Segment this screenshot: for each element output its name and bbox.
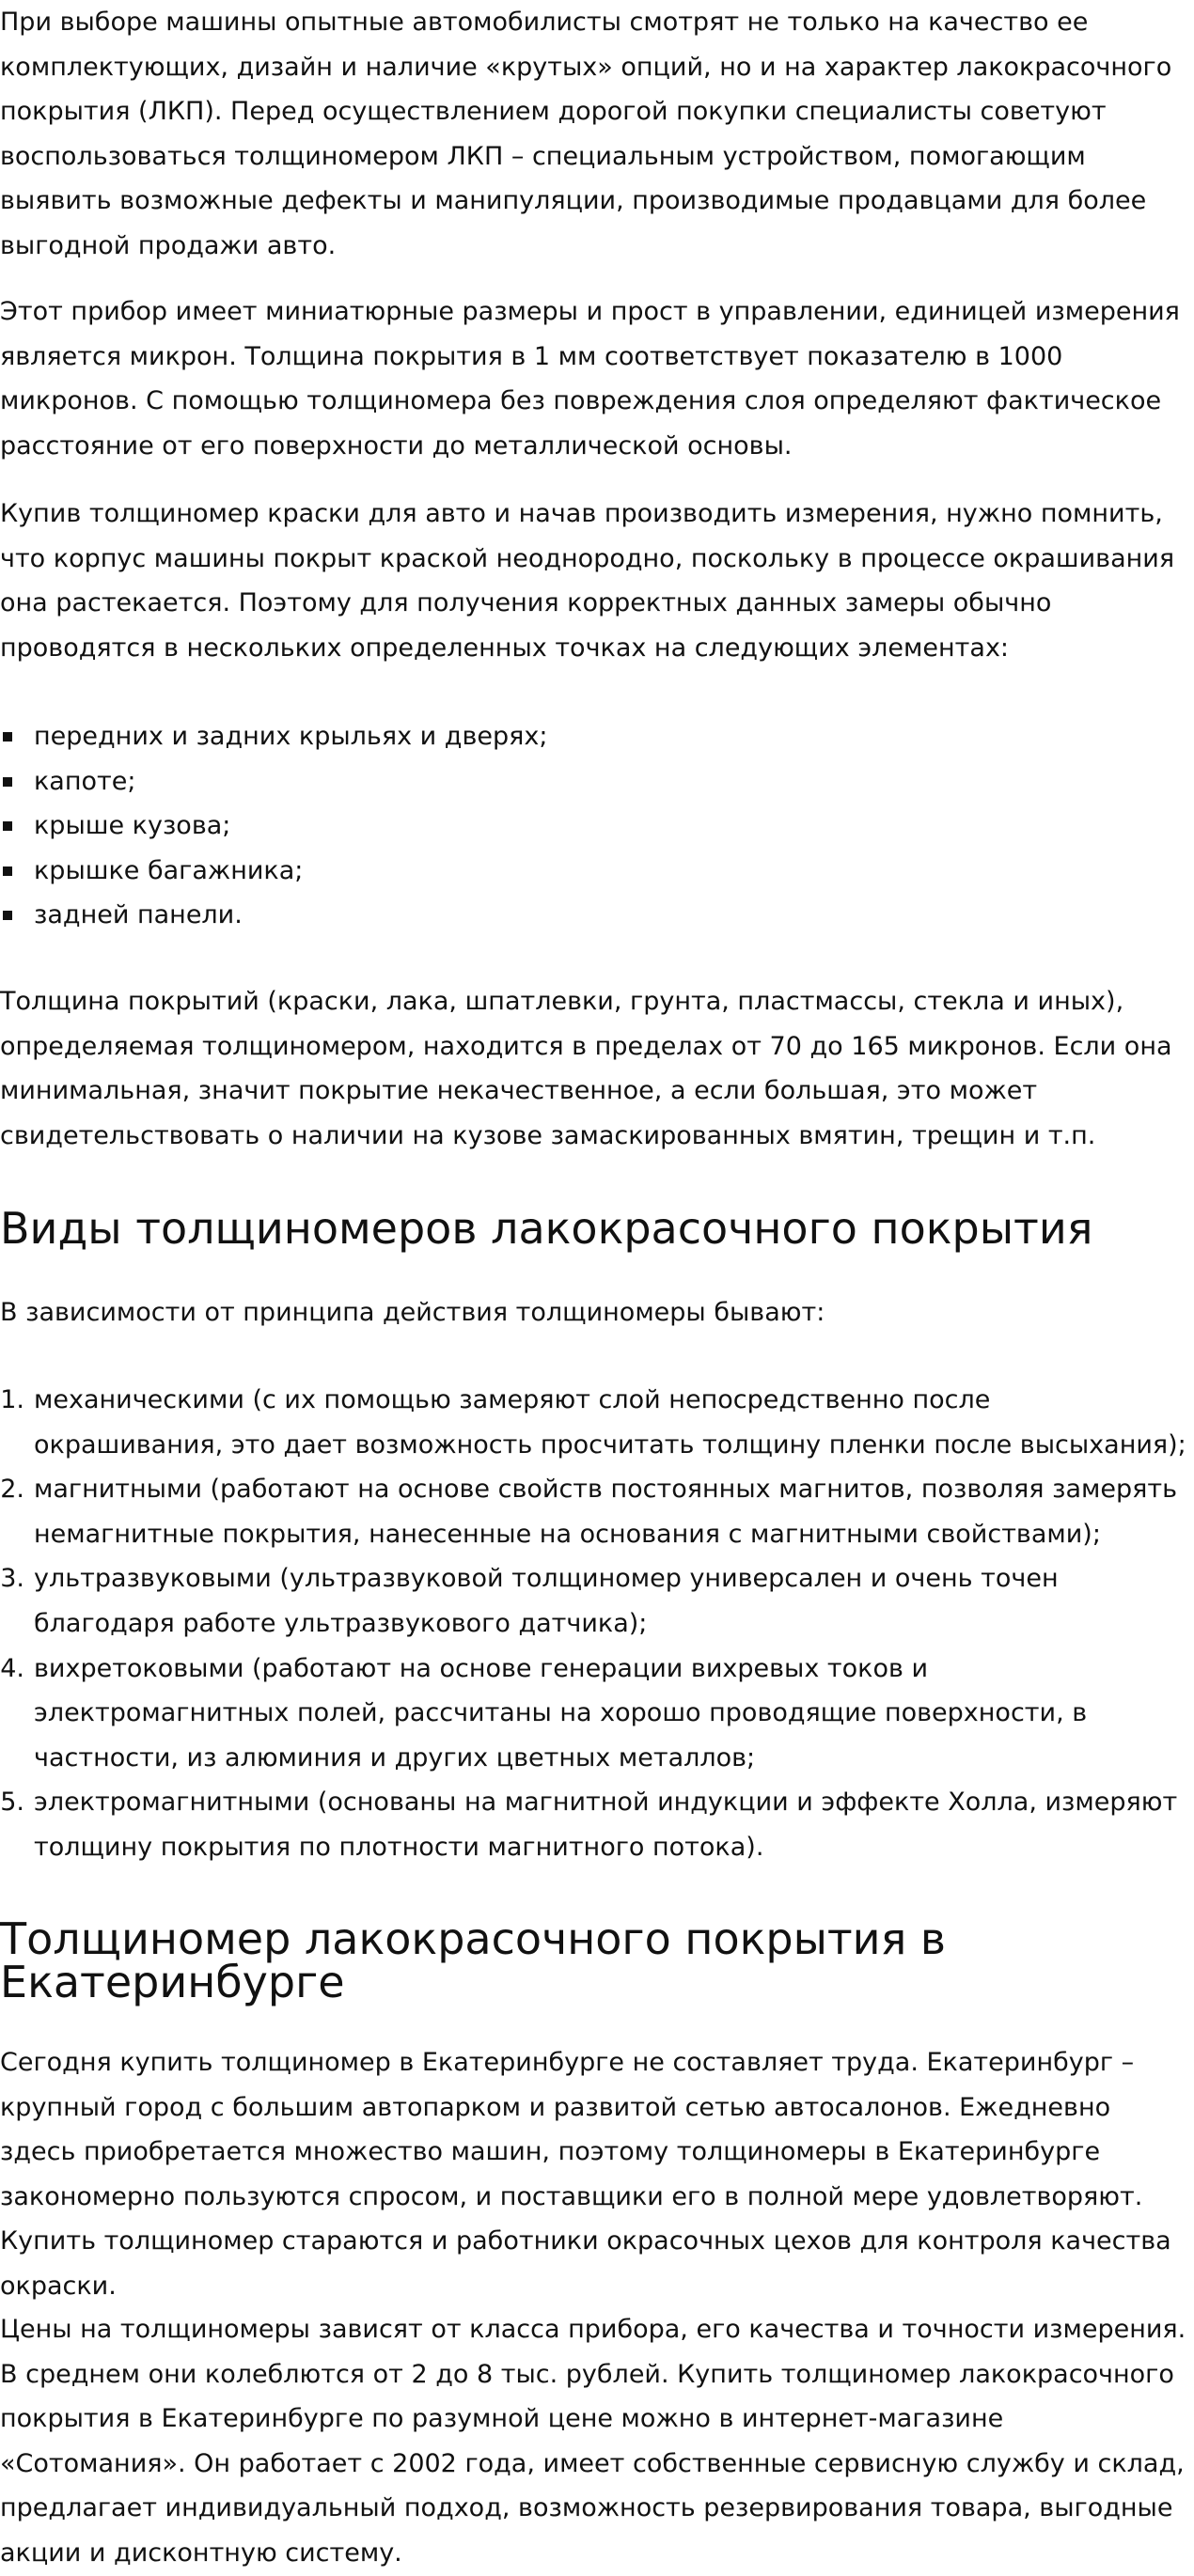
city-paragraph-2: Цены на толщиномеры зависят от класса прибора, его качества и точности измерения. В среднем они колеблются от 2 до 8 тыс. рублей. Купить толщиномер лакокрасочного покрытия в Екатеринбурге по разумной цене можно в интернет-магазине «Сотомания». Он работает с 2002 года, имеет собственные сервисную службу и склад, предлагает индивидуальный подход, возможность резервирования товара, выгодные акции и дисконтную систему. xyxy=(0,2315,1186,2568)
measurement-points-list xyxy=(0,714,1186,938)
list-item-text: вихретоковыми (работают на основе генерации вихревых токов и электромагнитных полей, рассчитаны на хорошо проводящие поверхности, в частности, из алюминия и других цветных металлов; xyxy=(34,1653,1088,1772)
list-item-text: ультразвуковыми (ультразвуковой толщиномер универсален и очень точен благодаря работе ультразвукового датчика); xyxy=(34,1564,1059,1638)
list-item xyxy=(0,714,1186,759)
list-number: 5. xyxy=(0,1788,24,1818)
list-item-text: капоте; xyxy=(34,766,136,796)
types-intro: В зависимости от принципа действия толщиномеры бывают: xyxy=(0,1298,825,1327)
list-item-text: магнитными (работают на основе свойств постоянных магнитов, позволяя замерять немагнитные покрытия, нанесенные на основания с магнитными свойствами); xyxy=(34,1475,1178,1549)
square-bullet-icon xyxy=(3,911,12,920)
list-number: 3. xyxy=(0,1564,24,1594)
gauge-types-list xyxy=(0,1378,1186,1870)
list-item xyxy=(0,759,1186,804)
list-item xyxy=(0,1467,1186,1556)
list-item xyxy=(0,1556,1186,1646)
list-item-text: задней панели. xyxy=(34,900,243,930)
city-paragraph-1: Сегодня купить толщиномер в Екатеринбурге не составляет труда. Екатеринбург – крупный город с большим автопарком и развитой сетью автосалонов. Ежедневно здесь приобретается множество машин, поэтому толщиномеры в Екатеринбурге закономерно пользуются спросом, и поставщики его в полной мере удовлетворяют. Купить толщиномер стараются и работники окрасочных цехов для контроля качества окраски. xyxy=(0,2048,1171,2301)
list-number: 4. xyxy=(0,1653,24,1683)
list-item-text: крышке багажника; xyxy=(34,855,304,885)
list-item-text: крыше кузова; xyxy=(34,811,231,841)
square-bullet-icon xyxy=(3,732,12,742)
section-heading-types: Виды толщиномеров лакокрасочного покрытия xyxy=(0,1203,1093,1254)
list-number: 2. xyxy=(0,1475,24,1505)
list-item xyxy=(0,1378,1186,1467)
square-bullet-icon xyxy=(3,866,12,876)
square-bullet-icon xyxy=(3,821,12,831)
list-item-text: передних и задних крыльях и дверях; xyxy=(34,722,548,751)
list-item xyxy=(0,804,1186,849)
list-item xyxy=(0,849,1186,894)
section-heading-city: Толщиномер лакокрасочного покрытия в Екатеринбурге xyxy=(0,1913,946,2007)
intro-paragraph-2: Этот прибор имеет миниатюрные размеры и прост в управлении, единицей измерения является микрон. Толщина покрытия в 1 мм соответствует показателю в 1000 микронов. С помощью толщиномера без повреждения слоя определяют фактическое расстояние от его поверхности до металлической основы. xyxy=(0,297,1180,461)
list-item xyxy=(0,893,1186,938)
list-number: 1. xyxy=(0,1385,24,1414)
list-item-text: механическими (с их помощью замеряют слой непосредственно после окрашивания, это дает возможность просчитать толщину пленки после высыхания); xyxy=(34,1385,1186,1460)
square-bullet-icon xyxy=(3,777,12,787)
list-item-text: электромагнитными (основаны на магнитной индукции и эффекте Холла, измеряют толщину покрытия по плотности магнитного потока). xyxy=(34,1788,1178,1862)
list-item xyxy=(0,1780,1186,1869)
thickness-paragraph: Толщина покрытий (краски, лака, шпатлевки, грунта, пластмассы, стекла и иных), определяемая толщиномером, находится в пределах от 70 до 165 микронов. Если она минимальная, значит покрытие некачественное, а если большая, это может свидетельствовать о наличии на кузове замаскированных вмятин, трещин и т.п. xyxy=(0,987,1172,1150)
intro-paragraph-3: Купив толщиномер краски для авто и начав производить измерения, нужно помнить, что корпус машины покрыт краской неоднородно, поскольку в процессе окрашивания она растекается. Поэтому для получения корректных данных замеры обычно проводятся в нескольких определенных точках на следующих элементах: xyxy=(0,499,1175,663)
list-item xyxy=(0,1647,1186,1781)
intro-paragraph-1: При выборе машины опытные автомобилисты смотрят не только на качество ее комплектующих, дизайн и наличие «крутых» опций, но и на характер лакокрасочного покрытия (ЛКП). Перед осуществлением дорогой покупки специалисты советуют воспользоваться толщиномером ЛКП – специальным устройством, помогающим выявить возможные дефекты и манипуляции, производимые продавцами для более выгодной продажи авто. xyxy=(0,8,1172,260)
